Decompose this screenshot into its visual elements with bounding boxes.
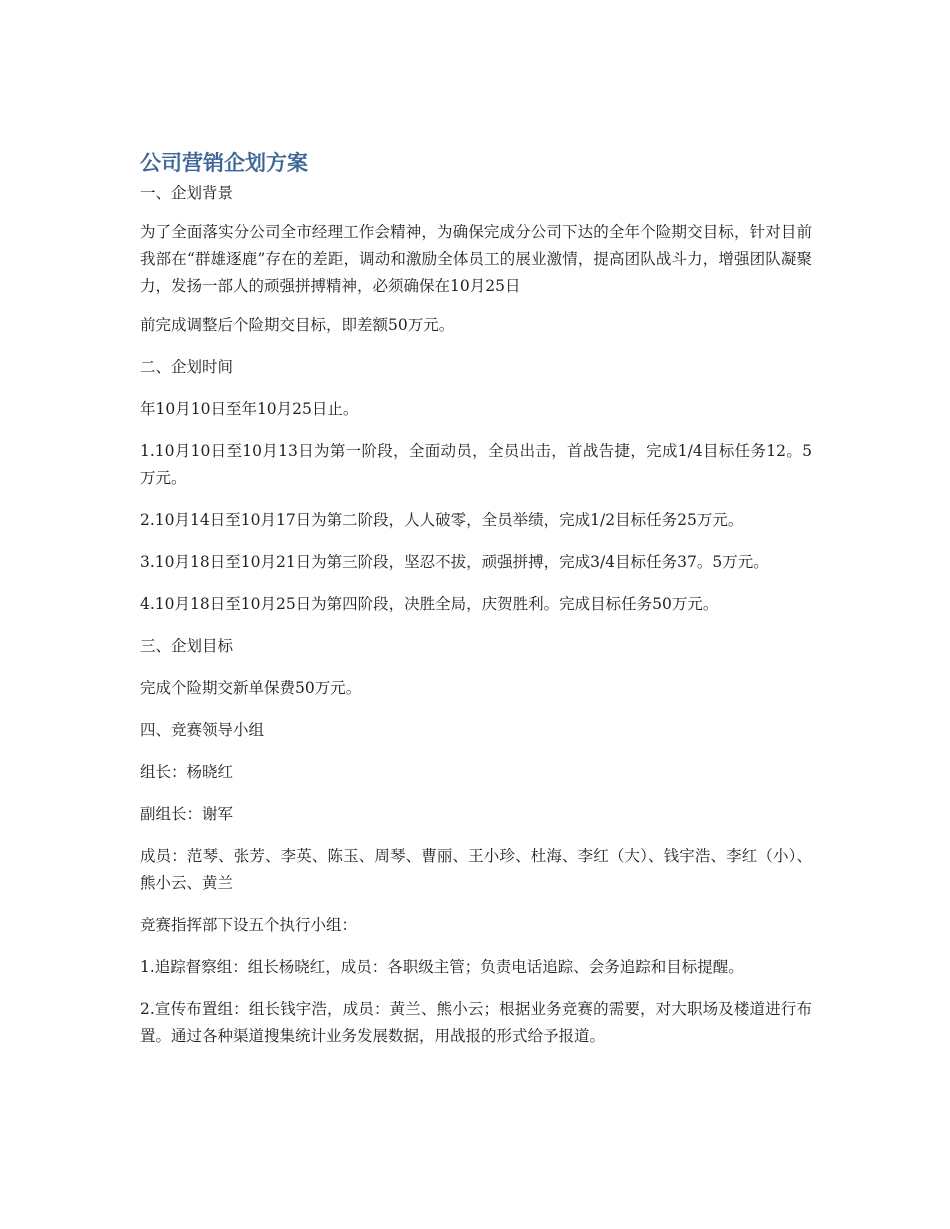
document-page: [140, 148, 812, 1065]
list-item-stage-4: 4.10月18日至10月25日为第四阶段，决胜全局，庆贺胜利。完成目标任务50万元。: [140, 595, 719, 613]
section-heading-time: 二、企划时间: [140, 358, 234, 376]
paragraph-members: 成员：范琴、张芳、李英、陈玉、周琴、曹丽、王小珍、杜海、李红（大）、钱宇浩、李红（小）、熊小云、黄兰: [140, 847, 812, 892]
section-heading-goal: 三、企划目标: [140, 637, 234, 655]
paragraph-time-range: 年10月10日至年10月25日止。: [140, 400, 359, 418]
document-title: 公司营销企划方案: [140, 151, 308, 175]
paragraph-deputy-leader: 副组长：谢军: [140, 805, 234, 823]
section-heading-background: 一、企划背景: [140, 184, 234, 202]
section-heading-leadership: 四、竞赛领导小组: [140, 721, 265, 739]
paragraph-leader: 组长：杨晓红: [140, 763, 234, 781]
paragraph-goal: 完成个险期交新单保费50万元。: [140, 679, 362, 697]
list-item-subgroup-1: 1.追踪督察组：组长杨晓红，成员：各职级主管；负责电话追踪、会务追踪和目标提醒。: [140, 958, 744, 976]
paragraph-background-continued: 前完成调整后个险期交目标，即差额50万元。: [140, 316, 455, 334]
list-item-stage-2: 2.10月14日至10月17日为第二阶段，人人破零，全员举绩，完成1/2目标任务25万元。: [140, 511, 744, 529]
list-item-stage-3: 3.10月18日至10月21日为第三阶段，坚忍不拔，顽强拼搏，完成3/4目标任务37。5万元。: [140, 553, 769, 571]
paragraph-subgroups-intro: 竞赛指挥部下设五个执行小组：: [140, 916, 358, 934]
list-item-subgroup-2: 2.宣传布置组：组长钱宇浩，成员：黄兰、熊小云；根据业务竞赛的需要，对大职场及楼道进行布置。通过各种渠道搜集统计业务发展数据，用战报的形式给予报道。: [140, 1000, 812, 1045]
list-item-stage-1: 1.10月10日至10月13日为第一阶段，全面动员，全员出击，首战告捷，完成1/4目标任务12。5万元。: [140, 442, 812, 487]
paragraph-background-text: 为了全面落实分公司全市经理工作会精神，为确保完成分公司下达的全年个险期交目标，针对目前我部在“群雄逐鹿”存在的差距，调动和激励全体员工的展业激情，提高团队战斗力，增强团队凝聚力，发扬一部人的顽强拼搏精神，必须确保在10月25日: [140, 223, 812, 295]
